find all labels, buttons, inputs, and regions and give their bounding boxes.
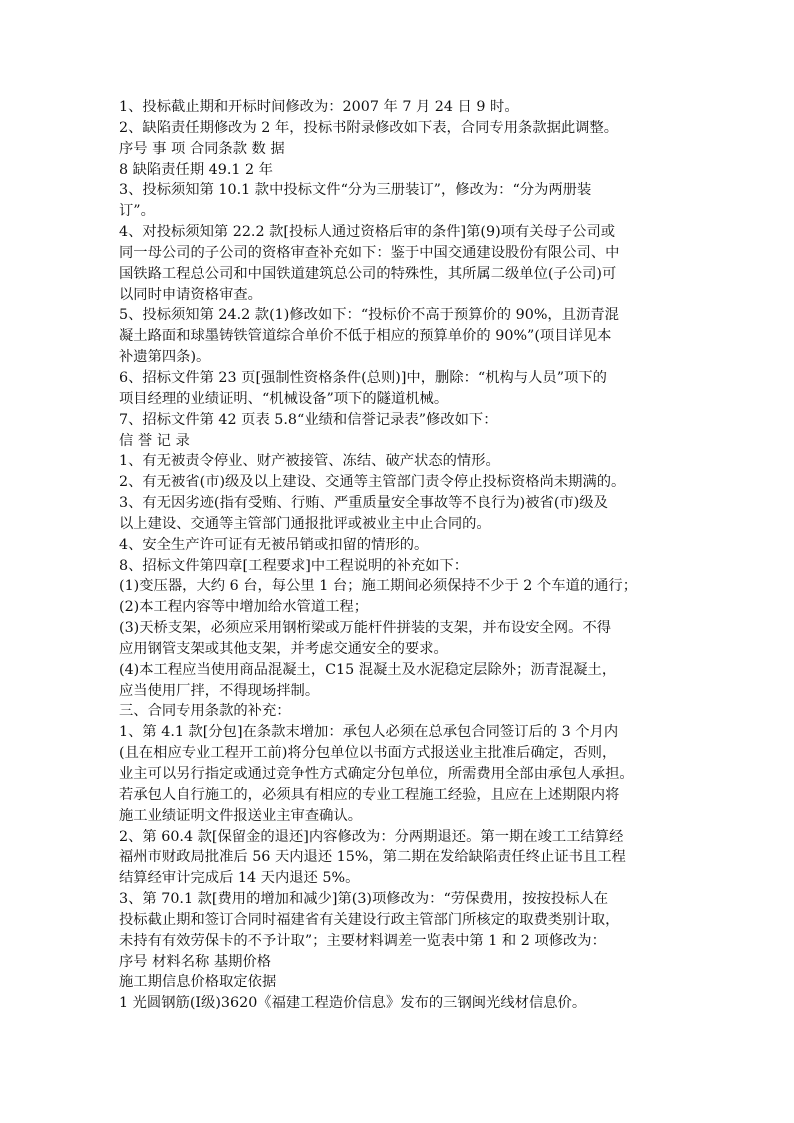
table-header-line: 序号 事 项 合同条款 数 据 bbox=[119, 140, 285, 157]
document-body bbox=[119, 97, 679, 1014]
text-line: 项目经理的业绩证明、“机械设备”项下的隧道机械。 bbox=[119, 390, 449, 407]
text-line: 1、投标截止期和开标时间修改为：2007 年 7 月 24 日 9 时。 bbox=[119, 99, 519, 115]
text-line: 6、招标文件第 23 页[强制性资格条件(总则)]中，删除：“机构与人员”项下的 bbox=[119, 369, 607, 386]
text-line: 3、第 70.1 款[费用的增加和减少]第(3)项修改为：“劳保费用，按按投标人在 bbox=[119, 891, 609, 908]
text-line: 业主可以另行指定或通过竞争性方式确定分包单位，所需费用全部由承包人承担。 bbox=[119, 766, 634, 782]
text-line: 4、对投标须知第 22.2 款[投标人通过资格后审的条件]第(9)项有关母子公司或 bbox=[119, 224, 616, 241]
text-line: 凝土路面和球墨铸铁管道综合单价不低于相应的预算单价的 90%”(项目详见本 bbox=[119, 328, 612, 345]
text-line: 1、第 4.1 款[分包]在条款末增加：承包人必须在总承包合同签订后的 3 个月内 bbox=[119, 724, 619, 741]
text-line: 3、投标须知第 10.1 款中投标文件“分为三册装订”，修改为：“分为两册装 bbox=[119, 182, 592, 199]
table-row-line: 1 光圆钢筋(Ⅰ级)3620《福建工程造价信息》发布的三钢闽光线材信息价。 bbox=[119, 995, 587, 1012]
text-line: 投标截止期和签订合同时福建省有关建设行政主管部门所核定的取费类别计取， bbox=[119, 911, 620, 928]
text-line: 以上建设、交通等主管部门通报批评或被业主中止合同的。 bbox=[119, 515, 491, 532]
text-line: 2、有无被省(市)级及以上建设、交通等主管部门责令停止投标资格尚未期满的。 bbox=[119, 474, 626, 491]
table-row-line: 8 缺陷责任期 49.1 2 年 bbox=[119, 161, 273, 178]
text-line: (2)本工程内容等中增加给水管道工程； bbox=[119, 599, 368, 616]
section-heading: 信 誉 记 录 bbox=[119, 432, 190, 449]
text-line: 补遗第四条)。 bbox=[119, 349, 211, 366]
text-line: 未持有有效劳保卡的不予计取”；主要材料调差一览表中第 1 和 2 项修改为： bbox=[119, 932, 606, 949]
text-line: 若承包人自行施工的，必须具有相应的专业工程施工经验，且应在上述期限内将 bbox=[119, 786, 620, 803]
text-line: (1)变压器，大约 6 台，每公里 1 台；施工期间必须保持不少于 2 个车道的通行； bbox=[119, 578, 638, 595]
section-heading: 三、合同专用条款的补充： bbox=[119, 703, 291, 720]
text-line: 以同时申请资格审查。 bbox=[119, 286, 262, 303]
text-line: 5、投标须知第 24.2 款(1)修改如下：“投标价不高于预算价的 90%，且沥青混 bbox=[119, 307, 619, 324]
text-line: 1、有无被责令停业、财产被接管、冻结、破产状态的情形。 bbox=[119, 453, 500, 470]
table-header-line: 序号 材料名称 基期价格 bbox=[119, 953, 272, 970]
text-line: 应当使用厂拌，不得现场拌制。 bbox=[119, 682, 320, 699]
text-line: 4、安全生产许可证有无被吊销或扣留的情形的。 bbox=[119, 536, 429, 553]
text-line: 施工业绩证明文件报送业主审查确认。 bbox=[119, 807, 363, 824]
text-line: 2、第 60.4 款[保留金的退还]内容修改为：分两期退还。第一期在竣工工结算经 bbox=[119, 828, 624, 845]
table-header-line: 施工期信息价格取定依据 bbox=[119, 974, 277, 991]
text-line: 8、招标文件第四章[工程要求]中工程说明的补充如下： bbox=[119, 557, 469, 574]
text-line: (且在相应专业工程开工前)将分包单位以书面方式报送业主批准后确定，否则， bbox=[119, 745, 617, 762]
text-line: 7、招标文件第 42 页表 5.8“业绩和信誉记录表”修改如下： bbox=[119, 411, 498, 428]
text-line: 3、有无因劣迹(指有受贿、行贿、严重质量安全事故等不良行为)被省(市)级及 bbox=[119, 495, 608, 512]
text-line: 应用钢管支架或其他支架，并考虑交通安全的要求。 bbox=[119, 640, 448, 657]
text-line: (4)本工程应当使用商品混凝土，C15 混凝土及水泥稳定层除外；沥青混凝土， bbox=[119, 661, 617, 678]
text-line: 国铁路工程总公司和中国铁道建筑总公司的特殊性，其所属二级单位(子公司)可 bbox=[119, 265, 617, 282]
text-line: 订”。 bbox=[119, 203, 155, 220]
text-line: 结算经审计完成后 14 天内退还 5%。 bbox=[119, 870, 360, 887]
text-line: 福州市财政局批准后 56 天内退还 15%，第二期在发给缺陷责任终止证书且工程 bbox=[119, 849, 626, 866]
text-line: (3)天桥支架，必须应采用钢桁梁或万能杆件拼装的支架，并布设安全网。不得 bbox=[119, 620, 612, 637]
text-line: 2、缺陷责任期修改为 2 年，投标书附录修改如下表，合同专用条款据此调整。 bbox=[119, 119, 619, 136]
text-line: 同一母公司的子公司的资格审查补充如下：鉴于中国交通建设股份有限公司、中 bbox=[119, 244, 620, 261]
